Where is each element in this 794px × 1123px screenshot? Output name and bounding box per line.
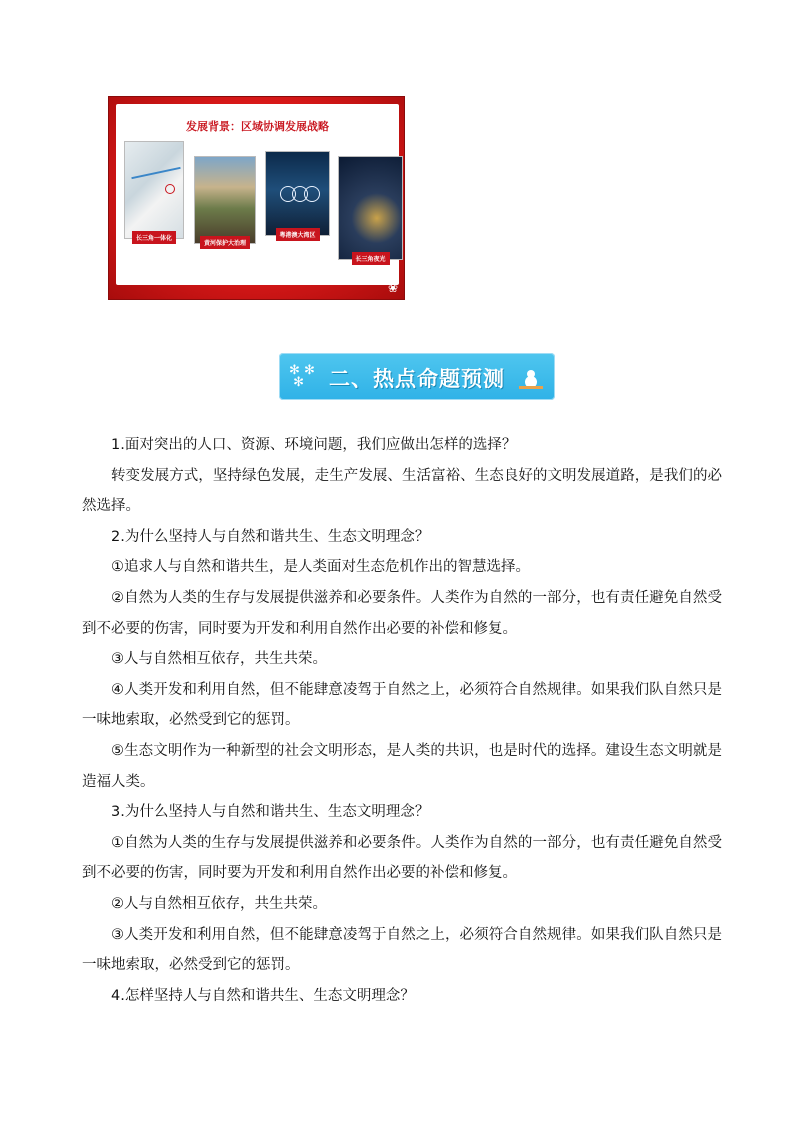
slide-panel <box>116 104 399 285</box>
greater-bay-area-thumbnail <box>265 151 330 239</box>
question-heading: 2.为什么坚持人与自然和谐共生、生态文明理念？ <box>111 528 430 545</box>
answer-paragraph: ③人与自然相互依存，共生共荣。 <box>111 651 327 668</box>
thumbnail-label: 黄河保护大治理 <box>200 236 250 249</box>
map-marker-circle <box>165 184 175 194</box>
map-route-line <box>131 167 180 179</box>
snowflake-icon: ✻ ✻ ✻ <box>289 363 315 390</box>
question-heading: 4.怎样坚持人与自然和谐共生、生态文明理念？ <box>111 987 415 1004</box>
answer-paragraph: 转变发展方式，坚持绿色发展，走生产发展、生活富裕、生态良好的文明发展道路，是我们的必然选择。 <box>82 467 722 515</box>
question-heading: 1.面对突出的人口、资源、环境问题，我们应做出怎样的选择？ <box>111 437 517 453</box>
answer-paragraph: ④人类开发和利用自然，但不能肆意凌驾于自然之上，必须符合自然规律。如果我们队自然只是一味地索取，必然受到它的惩罚。 <box>82 681 722 729</box>
thumbnail-label: 长三角一体化 <box>132 231 176 244</box>
yellow-river-thumbnail <box>194 156 256 247</box>
answer-paragraph: ①自然为人类的生存与发展提供滋养和必要条件。人类作为自然的一部分，也有责任避免自然受到不必要的伤害，同时要为开发和利用自然作出必要的补偿和修复。 <box>82 834 722 882</box>
answer-paragraph: ①追求人与自然和谐共生，是人类面对生态危机作出的智慧选择。 <box>111 559 530 576</box>
answer-paragraph: ⑤生态文明作为一种新型的社会文明形态，是人类的共识，也是时代的选择。建设生态文明就是造福人类。 <box>82 742 722 790</box>
answer-paragraph: ③人类开发和利用自然，但不能肆意凌驾于自然之上，必须符合自然规律。如果我们队自然只是一味地索取，必然受到它的惩罚。 <box>82 926 722 974</box>
section-title: 二、热点命题预测 <box>329 367 505 391</box>
bridge-arch <box>304 186 320 202</box>
snowman-icon <box>517 367 545 389</box>
thumbnail-label: 长三角夜光 <box>351 252 389 265</box>
delta-night-light-thumbnail <box>338 156 403 263</box>
slide-title: 发展背景：区域协调发展战略 <box>186 120 329 133</box>
slide-image <box>108 96 405 300</box>
thumbnail-label: 粤港澳大湾区 <box>275 228 319 241</box>
yangtze-delta-map-thumbnail <box>124 141 184 242</box>
section-banner <box>279 353 555 400</box>
question-heading: 3.为什么坚持人与自然和谐共生、生态文明理念？ <box>111 804 430 821</box>
flower-decoration-icon: ❀ <box>387 281 398 295</box>
answer-paragraph: ②人与自然相互依存，共生共荣。 <box>111 895 327 912</box>
answer-paragraph: ②自然为人类的生存与发展提供滋养和必要条件。人类作为自然的一部分，也有责任避免自然受到不必要的伤害，同时要为开发和利用自然作出必要的补偿和修复。 <box>82 589 722 637</box>
document-body <box>82 430 722 1011</box>
